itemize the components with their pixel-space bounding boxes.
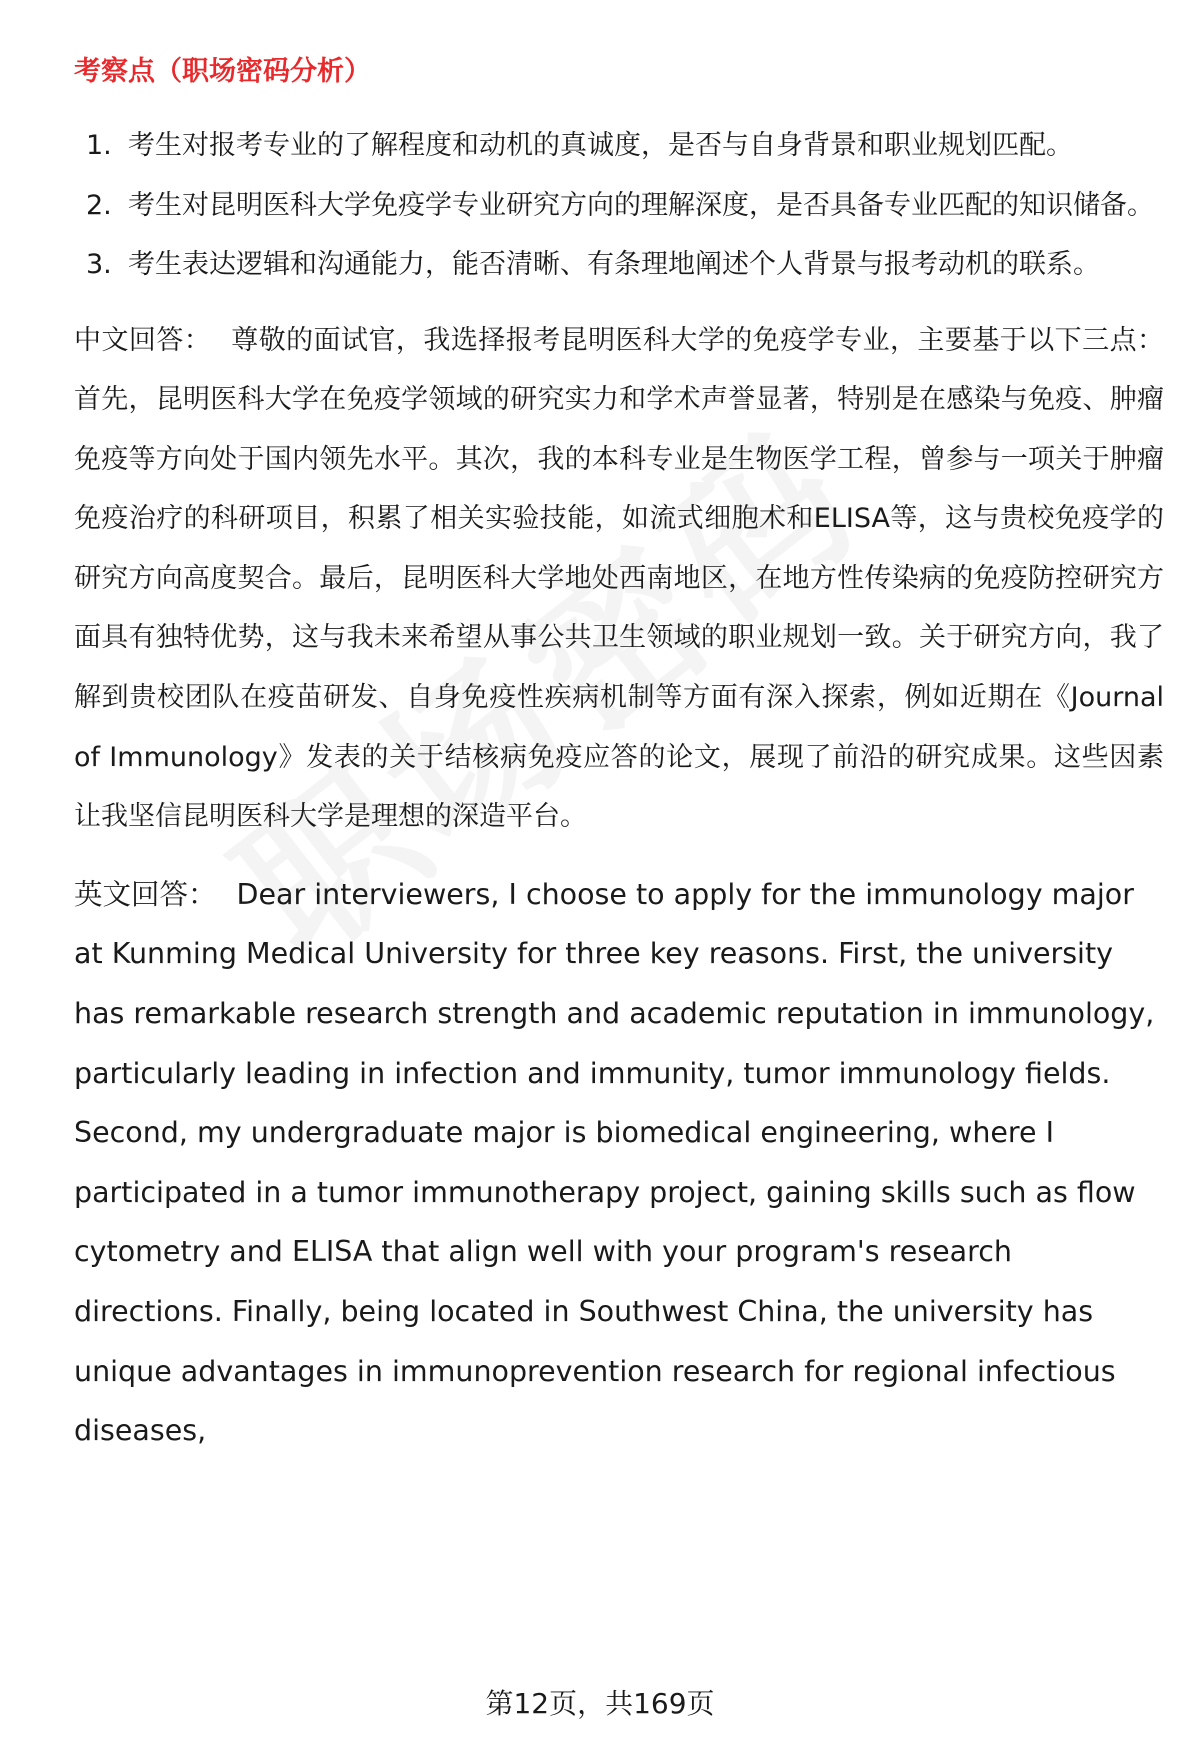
english-answer-text: Dear interviewers, I choose to apply for the immunology major at Kunming Medical University for three key reasons. First, the university has remarkable research strength and academic reputation in immunology, particularly leading in infection and immunity, tumor immunology fields. Second, my undergraduate major is biomedical engineering, where I participated in a tumor immunotherapy project, gaining skills such as flow cytometry and ELISA that align well with your program's research directions. Finally, being located in Southwest China, the university has unique advantages in immunoprevention research for regional infectious diseases, bbox=[74, 877, 1155, 1448]
english-answer-label: 英文回答： bbox=[74, 877, 217, 911]
list-item-number: 2. bbox=[86, 189, 112, 221]
chinese-answer-text: 尊敬的面试官，我选择报考昆明医科大学的免疫学专业，主要基于以下三点：首先，昆明医科大学在免疫学领域的研究实力和学术声誉显著，特别是在感染与免疫、肿瘤免疫等方向处于国内领先水平。其次，我的本科专业是生物医学工程，曾参与一项关于肿瘤免疫治疗的科研项目，积累了相关实验技能，如流式细胞术和ELISA等，这与贵校免疫学的研究方向高度契合。最后，昆明医科大学地处西南地区，在地方性传染病的免疫防控研究方面具有独特优势，这与我未来希望从事公共卫生领域的职业规划一致。关于研究方向，我了解到贵校团队在疫苗研发、自身免疫性疾病机制等方面有深入探索，例如近期在《Journal of Immunology》发表的关于结核病免疫应答的论文，展现了前沿的研究成果。这些因素让我坚信昆明医科大学是理想的深造平台。 bbox=[74, 324, 1165, 833]
list-item bbox=[74, 235, 1164, 295]
section-title: 考察点（职场密码分析） bbox=[74, 56, 371, 87]
page-content bbox=[74, 52, 1164, 1461]
list-item-text: 考生表达逻辑和沟通能力，能否清晰、有条理地阐述个人背景与报考动机的联系。 bbox=[128, 249, 1100, 280]
list-item-number: 3. bbox=[86, 249, 112, 280]
chinese-answer-paragraph bbox=[74, 311, 1164, 847]
page-number-footer: 第12页，共169页 bbox=[485, 1687, 715, 1720]
list-item bbox=[74, 116, 1164, 176]
list-item-number: 1. bbox=[86, 130, 112, 161]
list-item-text: 考生对报考专业的了解程度和动机的真诚度，是否与自身背景和职业规划匹配。 bbox=[128, 130, 1073, 161]
english-answer-paragraph bbox=[74, 865, 1164, 1461]
list-item-text: 考生对昆明医科大学免疫学专业研究方向的理解深度，是否具备专业匹配的知识储备。 bbox=[128, 189, 1154, 221]
list-item bbox=[74, 176, 1164, 236]
assessment-points-list bbox=[74, 116, 1164, 295]
chinese-answer-label: 中文回答： bbox=[74, 324, 212, 356]
